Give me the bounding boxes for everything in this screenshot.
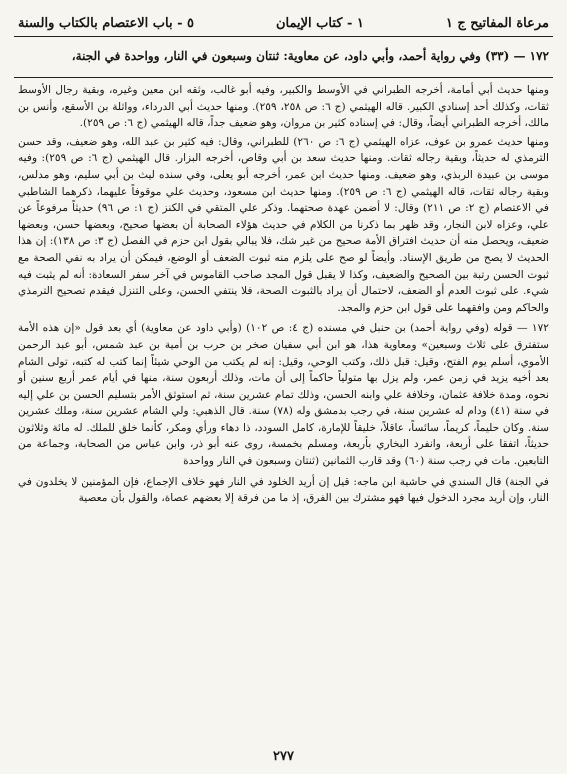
page-number: ٢٧٧ [273, 749, 294, 764]
running-header [14, 10, 553, 37]
header-book-title: مرعاة المفاتيح ج ١ [445, 15, 549, 31]
commentary-continuation: في الجنة) قال السندي في حاشية ابن ماجه: قيل إن أريد الخلود في النار فهو خلاف الإجماع، فإن المؤمنين لا يخلدون في النار، وإن أريد مجرد الدخول فيها فهو مشترك بين الفرق، إذ ما من فرقة إلا بعضهم عصاة، والقول بأن معصية [18, 475, 549, 505]
commentary-paragraph-2: ومنها حديث عمرو بن عوف، عزاه الهيثمي (ج ٦: ص ٢٦٠) للطبراني، وقال: فيه كثير بن عبد الله، وهو ضعيف، وقد حسن الترمذي له حديثاً، وبقية رجاله ثقات. ومنها حديث سعد بن أبي وقاص، أخرجه البزار. قال الهيثمي (ج ٦: ص ٢٥٩): وفيه موسى بن عبيدة الربذي، وهو ضعيف. ومنها حديث ابن عمر، أخرجه أبو يعلى، وفي سنده ليث بن أبي سليم، وهو مدلس، وبقية رجاله ثقات، قاله الهيثمي (ج ٦: ص ٢٥٩). ومنها حديث ابن مسعود، وحديث علي موقوفاً عليهما، ذكرهما الشاطبي في الاعتصام (ج ٢: ص ٢١١) وقال: لا أضمن عهدة صحتهما. وذكر علي المتقي في الكنز (ج ١: ص ٩٦) حديثاً مرفوعاً عن علي، وعزاه لابن النجار، وقد ظهر بما ذكرنا من الكلام في حديث هؤلاء الصحابة أن بعضها صحيح، وبعضها حسن، وبعضها ضعيف، ويحصل منه أن حديث افتراق الأمة صحيح من غير شك، فلا يبالي بقول ابن حزم في الفصل (ج ٣: ص ١٣٨): إن هذا الحديث لا يصح من طريق الإسناد. وأيضاً لو صح على يلزم منه ثبوت الضعف أو الوضع، فيمكن أن يراد به نفي الصحة مع ثبوت الحسن رتبة بين الصحيح والضعيف، وكذا لا يقبل قول المجد صاحب القاموس في آخر سفر السعادة: أنه لم يثبت فيه شيء. على ثبوت العدم أو الضعف، لاحتمال أن يراد بالثبوت الصحة، فلا ينتفي الحسن، وعلى التنزل فيقدم تصحيح الترمذي والحاكم ومن وافقهما على قول ابن حزم والمجد. [18, 135, 550, 314]
commentary-paragraph-1: ومنها حديث أبي أمامة، أخرجه الطبراني في الأوسط والكبير، وفيه أبو غالب، وثقه ابن معين وغيره، وبقية رجال الأوسط ثقات، وكذلك أحد إسنادي الكبير. قاله الهيثمي (ج ٦: ص ٢٥٨، ٢٥٩). ومنها حديث أبي الدرداء، وواثلة بن الأسقع، وأنس بن مالك، أخرجه الطبراني أيضاً، وقال: في إسناده كثير بن مروان، وهو ضعيف جداً، قاله الهيثمي (ج ٦: ص ٢٥٩). [18, 84, 549, 130]
hadith-text: ١٧٢ — (٣٣) وفي رواية أحمد، وأبي داود، عن معاوية: ثنتان وسبعون في النار، وواحدة في الجنة، [71, 49, 549, 63]
header-section: ٥ - باب الاعتصام بالكتاب والسنة [18, 15, 194, 31]
header-chapter: ١ - كتاب الإيمان [275, 15, 364, 31]
commentary-paragraph-3: ١٧٢ — قوله (وفي رواية أحمد) بن حنبل في مسنده (ج ٤: ص ١٠٢) (وأبي داود عن معاوية) أي بعد قول «إن هذه الأمة ستفترق على ثلاث وسبعين» ومعاوية هذا، هو ابن أبي سفيان صخر بن حرب بن أمية بن عبد شمس، أبو عبد الرحمن الأموي، أسلم يوم الفتح، وقيل: قبل ذلك، وكتب الوحي، وقيل: إنه لم يكتب من الوحي شيئاً إنما كتب له كتبه، تولى الشام بعد أخيه يزيد في زمن عمر، ولم يزل بها متولياً حاكماً إلى أن مات، وذلك أربعون سنة، منها في أيام عمر أربع سنين أو نحوه، ومدة خلافة عثمان، وخلافة علي وابنه الحسن، وذلك تمام عشرين سنة، ثم استوثق الأمر بتسليم الحسن بن علي إليه في سنة (٤١) ودام له عشرين سنة، في رجب بدمشق وله (٧٨) سنة. قال الذهبي: ولي الشام عشرين سنة، وملك عشرين سنة. وكان حليماً، كريماً، سائساً، عاقلاً، خليقاً للإمارة، كامل السودد، ذا دهاء ورأي ومكر، كأنما خلق للملك. له مائة وثلاثون حديثاً، اتفقا على أربعة، وانفرد البخاري بأربعة، ومسلم بخمسة، روى عنه أبو ذر، وابن عباس من الصحابة، وجماعة من التابعين. مات في رجب سنة (٦٠) وقد قارب الثمانين (ثنتان وسبعون في النار وواحدة [18, 322, 550, 468]
divider-rule [14, 77, 553, 78]
commentary-block [14, 82, 553, 470]
